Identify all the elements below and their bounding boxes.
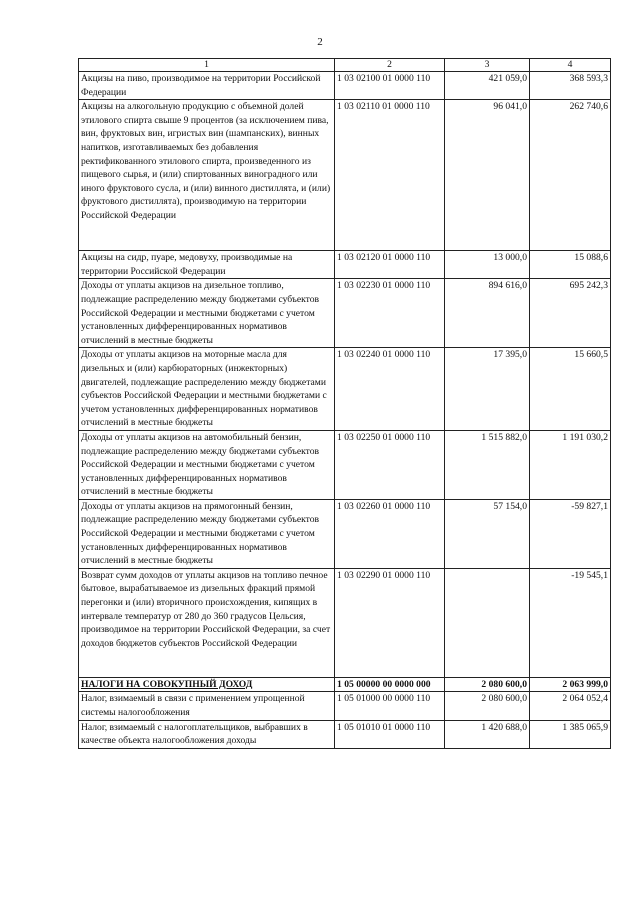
row-name: Доходы от уплаты акцизов на дизельное топливо, подлежащие распределению между бюджетами субъектов Российской Федерации и местными бюджетами с учетом установленных дифференцированных нормативов отчислений в местные бюджеты <box>79 279 335 348</box>
row-plan-value: 421 059,0 <box>445 72 530 100</box>
row-plan-value: 96 041,0 <box>445 100 530 251</box>
table-row <box>79 568 611 677</box>
row-code: 1 03 02110 01 0000 110 <box>335 100 445 251</box>
table-row <box>79 692 611 720</box>
row-name: Возврат сумм доходов от уплаты акцизов на топливо печное бытовое, вырабатываемое из дизельных фракций прямой перегонки и (или) вторичного происхождения, кипящих в интервале температур от 280 до 360 градусов Цельсия, производимое на территории Российской Федерации, за счет доходов бюджетов субъектов Российской Федерации <box>79 568 335 677</box>
row-code: 1 03 02250 01 0000 110 <box>335 430 445 499</box>
table-row <box>79 499 611 568</box>
table-row <box>79 100 611 251</box>
row-actual-value: 15 660,5 <box>530 348 611 431</box>
table-row <box>79 251 611 279</box>
column-header-2: 2 <box>335 59 445 72</box>
row-code: 1 03 02290 01 0000 110 <box>335 568 445 677</box>
row-code: 1 03 02260 01 0000 110 <box>335 499 445 568</box>
row-name: Доходы от уплаты акцизов на прямогонный бензин, подлежащие распределению между бюджетами субъектов Российской Федерации и местными бюджетами с учетом установленных дифференцированных нормативов отчислений в местные бюджеты <box>79 499 335 568</box>
table-row-section <box>79 677 611 692</box>
table-row <box>79 720 611 748</box>
row-plan-value: 57 154,0 <box>445 499 530 568</box>
row-code: 1 05 00000 00 0000 000 <box>335 677 445 692</box>
column-header-4: 4 <box>530 59 611 72</box>
row-name: Доходы от уплаты акцизов на моторные масла для дизельных и (или) карбюраторных (инжекторных) двигателей, подлежащие распределению между бюджетами субъектов Российской Федерации и местными бюджетами с учетом установленных дифференцированных нормативов отчислений в местные бюджеты <box>79 348 335 431</box>
row-plan-value <box>445 568 530 677</box>
table-row <box>79 279 611 348</box>
row-name: Акцизы на сидр, пуаре, медовуху, производимые на территории Российской Федерации <box>79 251 335 279</box>
row-actual-value: 262 740,6 <box>530 100 611 251</box>
row-code: 1 03 02100 01 0000 110 <box>335 72 445 100</box>
row-actual-value: -59 827,1 <box>530 499 611 568</box>
row-actual-value: 15 088,6 <box>530 251 611 279</box>
row-plan-value: 1 420 688,0 <box>445 720 530 748</box>
row-actual-value: 2 064 052,4 <box>530 692 611 720</box>
table-row <box>79 348 611 431</box>
row-name: Доходы от уплаты акцизов на автомобильный бензин, подлежащие распределению между бюджетами субъектов Российской Федерации и местными бюджетами с учетом установленных дифференцированных нормативов отчислений в местные бюджеты <box>79 430 335 499</box>
row-actual-value: 2 063 999,0 <box>530 677 611 692</box>
table-header-row <box>79 59 611 72</box>
row-plan-value: 2 080 600,0 <box>445 692 530 720</box>
row-name: Налог, взимаемый с налогоплательщиков, выбравших в качестве объекта налогообложения доходы <box>79 720 335 748</box>
row-code: 1 03 02230 01 0000 110 <box>335 279 445 348</box>
table-row <box>79 72 611 100</box>
row-actual-value: 1 191 030,2 <box>530 430 611 499</box>
section-name: НАЛОГИ НА СОВОКУПНЫЙ ДОХОД <box>79 677 335 692</box>
column-header-3: 3 <box>445 59 530 72</box>
row-code: 1 03 02120 01 0000 110 <box>335 251 445 279</box>
row-actual-value: 695 242,3 <box>530 279 611 348</box>
row-code: 1 05 01000 00 0000 110 <box>335 692 445 720</box>
row-code: 1 03 02240 01 0000 110 <box>335 348 445 431</box>
row-plan-value: 13 000,0 <box>445 251 530 279</box>
row-plan-value: 2 080 600,0 <box>445 677 530 692</box>
row-plan-value: 1 515 882,0 <box>445 430 530 499</box>
page-number: 2 <box>317 36 323 48</box>
row-actual-value: 368 593,3 <box>530 72 611 100</box>
row-plan-value: 17 395,0 <box>445 348 530 431</box>
row-name: Акцизы на алкогольную продукцию с объемной долей этилового спирта свыше 9 процентов (за исключением пива, вин, фруктовых вин, игристых вин (шампанских), винных напитков, изготавливаемых без добавления ректификованного этилового спирта, произведенного из пищевого сырья, и (или) спиртованных виноградного или иного фруктового сусла, и (или) винного дистиллята, и (или) фруктового дистиллята), производимую на территории Российской Федерации <box>79 100 335 251</box>
row-actual-value: -19 545,1 <box>530 568 611 677</box>
revenue-table <box>78 58 611 749</box>
row-plan-value: 894 616,0 <box>445 279 530 348</box>
row-code: 1 05 01010 01 0000 110 <box>335 720 445 748</box>
row-name: Налог, взимаемый в связи с применением упрощенной системы налогообложения <box>79 692 335 720</box>
table-row <box>79 430 611 499</box>
column-header-1: 1 <box>79 59 335 72</box>
row-actual-value: 1 385 065,9 <box>530 720 611 748</box>
row-name: Акцизы на пиво, производимое на территории Российской Федерации <box>79 72 335 100</box>
